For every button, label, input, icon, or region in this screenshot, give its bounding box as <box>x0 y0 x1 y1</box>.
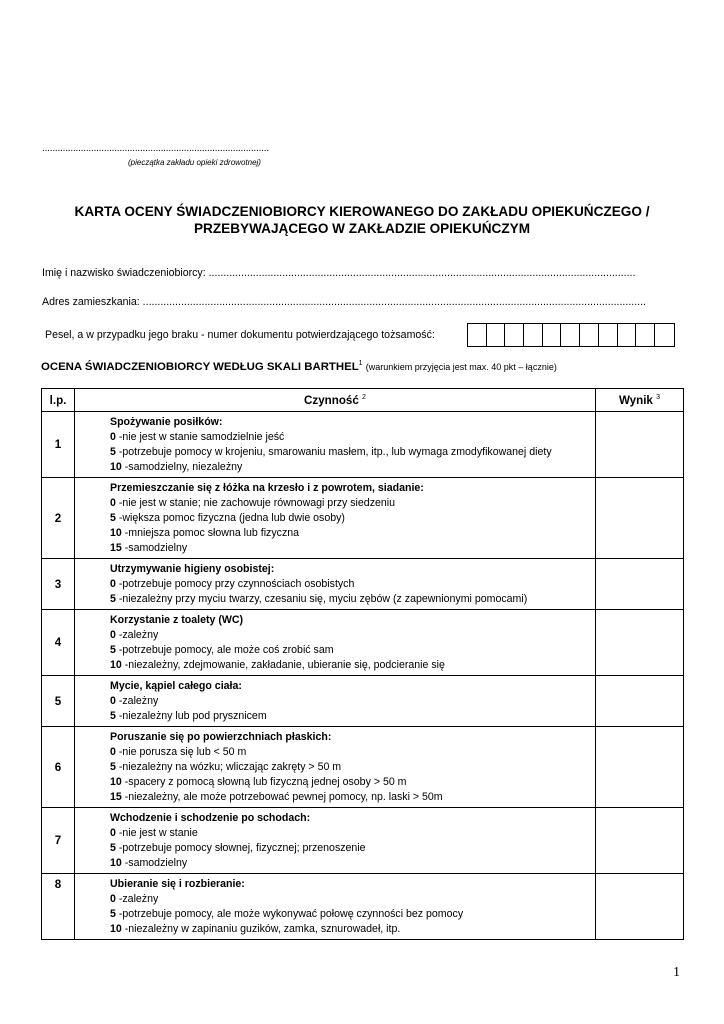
activity-option <box>110 841 591 856</box>
stamp-caption: (pieczątka zakładu opieki zdrowotnej) <box>128 158 261 167</box>
activity-title: Spożywanie posiłków: <box>110 416 223 428</box>
pesel-digit-box[interactable] <box>636 324 655 346</box>
pesel-digit-box[interactable] <box>580 324 599 346</box>
row-number: 4 <box>42 610 75 676</box>
option-text: -potrzebuje pomocy przy czynnościach osobistych <box>115 578 355 590</box>
option-text: -zależny <box>115 893 159 905</box>
activity-option <box>110 496 591 511</box>
option-text: -mniejsza pomoc słowna lub fizyczna <box>121 527 300 539</box>
option-text: -niezależny lub pod prysznicem <box>115 710 267 722</box>
option-text: -niezależny na wózku; wliczając zakręty > 50 m <box>115 761 342 773</box>
activity-title: Korzystanie z toalety (WC) <box>110 614 244 626</box>
option-points: 0 <box>110 578 116 590</box>
activity-option <box>110 445 591 460</box>
option-points: 0 <box>110 431 116 443</box>
activity-cell <box>75 727 596 808</box>
option-text: -niezależny, ale może potrzebować pewnej pomocy, np. laski > 50m <box>121 791 443 803</box>
activity-option <box>110 826 591 841</box>
pesel-digit-box[interactable] <box>468 324 487 346</box>
option-text: -niezależny w zapinaniu guzików, zamka, sznurowadeł, itp. <box>121 923 401 935</box>
barthel-section-heading <box>41 360 557 373</box>
footnote-mark-1: 1 <box>358 360 363 367</box>
pesel-input-boxes[interactable] <box>467 323 675 347</box>
row-number: 8 <box>42 874 75 940</box>
option-text: -potrzebuje pomocy słownej, fizycznej; przenoszenie <box>115 842 366 854</box>
result-cell[interactable] <box>596 676 684 727</box>
activity-cell <box>75 412 596 478</box>
activity-title: Poruszanie się po powierzchniach płaskich: <box>110 731 332 743</box>
option-points: 10 <box>110 659 122 671</box>
option-points: 10 <box>110 857 122 869</box>
option-text: -samodzielny <box>121 542 188 554</box>
table-row <box>42 727 684 808</box>
page-number: 1 <box>673 965 680 980</box>
table-row <box>42 478 684 559</box>
activity-option <box>110 922 591 937</box>
header-lp-text: l.p. <box>49 393 67 407</box>
activity-cell <box>75 559 596 610</box>
option-points: 0 <box>110 746 116 758</box>
row-number: 3 <box>42 559 75 610</box>
header-result <box>596 389 684 412</box>
option-points: 5 <box>110 512 116 524</box>
option-text: -potrzebuje pomocy, ale może coś zrobić sam <box>115 644 334 656</box>
activity-title: Ubieranie się i rozbieranie: <box>110 878 245 890</box>
row-number: 5 <box>42 676 75 727</box>
activity-cell <box>75 610 596 676</box>
option-points: 0 <box>110 497 116 509</box>
activity-option <box>110 775 591 790</box>
row-number: 2 <box>42 478 75 559</box>
activity-option <box>110 526 591 541</box>
barthel-scale-table <box>41 388 684 940</box>
option-points: 10 <box>110 923 122 935</box>
table-header-row <box>42 389 684 412</box>
option-points: 5 <box>110 446 116 458</box>
option-text: -nie jest w stanie samodzielnie jeść <box>115 431 285 443</box>
activity-option <box>110 577 591 592</box>
option-points: 10 <box>110 776 122 788</box>
pesel-label: Pesel, a w przypadku jego braku - numer dokumentu potwierdzającego tożsamość: <box>45 329 435 341</box>
option-points: 0 <box>110 893 116 905</box>
option-points: 0 <box>110 629 116 641</box>
activity-option <box>110 658 591 673</box>
option-text: -niezależny przy myciu twarzy, czesaniu się, myciu zębów (z zapewnionymi pomocami) <box>115 593 528 605</box>
option-text: -większa pomoc fizyczna (jedna lub dwie osoby) <box>115 512 345 524</box>
activity-option <box>110 709 591 724</box>
row-number: 6 <box>42 727 75 808</box>
pesel-digit-box[interactable] <box>524 324 543 346</box>
result-cell[interactable] <box>596 610 684 676</box>
option-points: 5 <box>110 710 116 722</box>
activity-option <box>110 892 591 907</box>
activity-option <box>110 628 591 643</box>
activity-title: Mycie, kąpiel całego ciała: <box>110 680 242 692</box>
option-points: 10 <box>110 527 122 539</box>
option-text: -nie jest w stanie <box>115 827 198 839</box>
activity-option <box>110 694 591 709</box>
document-title-line-1: KARTA OCENY ŚWIADCZENIOBIORCY KIEROWANEGO DO ZAKŁADU OPIEKUŃCZEGO / <box>74 204 650 219</box>
option-points: 10 <box>110 461 122 473</box>
activity-option <box>110 541 591 556</box>
row-number: 7 <box>42 808 75 874</box>
option-text: -samodzielny <box>121 857 188 869</box>
activity-option <box>110 511 591 526</box>
option-points: 5 <box>110 593 116 605</box>
result-cell[interactable] <box>596 808 684 874</box>
document-title <box>30 203 694 237</box>
option-points: 0 <box>110 827 116 839</box>
result-cell[interactable] <box>596 727 684 808</box>
header-activity-text: Czynność <box>304 393 359 407</box>
option-points: 15 <box>110 791 122 803</box>
activity-option <box>110 856 591 871</box>
footnote-mark-3: 3 <box>656 393 661 401</box>
option-text: -zależny <box>115 629 159 641</box>
table-row <box>42 808 684 874</box>
result-cell[interactable] <box>596 874 684 940</box>
activity-option <box>110 592 591 607</box>
result-cell[interactable] <box>596 559 684 610</box>
activity-option <box>110 907 591 922</box>
table-row <box>42 610 684 676</box>
barthel-heading-text: OCENA ŚWIADCZENIOBIORCY WEDŁUG SKALI BARTHEL <box>41 361 359 373</box>
document-title-line-2: PRZEBYWAJĄCEGO W ZAKŁADZIE OPIEKUŃCZYM <box>193 221 531 236</box>
option-text: -niezależny, zdejmowanie, zakładanie, ubieranie się, podcieranie się <box>121 659 445 671</box>
pesel-digit-box[interactable] <box>599 324 618 346</box>
table-row <box>42 559 684 610</box>
activity-title: Wchodzenie i schodzenie po schodach: <box>110 812 311 824</box>
pesel-digit-box[interactable] <box>487 324 506 346</box>
activity-cell <box>75 676 596 727</box>
header-result-text: Wynik <box>618 393 653 407</box>
option-points: 5 <box>110 842 116 854</box>
activity-option <box>110 430 591 445</box>
activity-option <box>110 460 591 475</box>
option-text: -samodzielny, niezależny <box>121 461 243 473</box>
option-points: 5 <box>110 908 116 920</box>
activity-title: Przemieszczanie się z łóżka na krzesło i z powrotem, siadanie: <box>110 482 424 494</box>
header-activity <box>75 389 596 412</box>
option-points: 15 <box>110 542 122 554</box>
pesel-digit-box[interactable] <box>655 324 674 346</box>
patient-name-field[interactable]: Imię i nazwisko świadczeniobiorcy: ................................................................................................................................................. <box>42 267 636 279</box>
table-row <box>42 874 684 940</box>
activity-cell <box>75 478 596 559</box>
option-text: -nie jest w stanie; nie zachowuje równowagi przy siedzeniu <box>115 497 396 509</box>
option-points: 5 <box>110 644 116 656</box>
result-cell[interactable] <box>596 412 684 478</box>
barthel-table-body <box>42 412 684 940</box>
option-text: -nie porusza się lub < 50 m <box>115 746 247 758</box>
activity-title: Utrzymywanie higieny osobistej: <box>110 563 275 575</box>
row-number: 1 <box>42 412 75 478</box>
pesel-digit-box[interactable] <box>561 324 580 346</box>
result-cell[interactable] <box>596 478 684 559</box>
option-text: -potrzebuje pomocy w krojeniu, smarowaniu masłem, itp., lub wymaga zmodyfikowanej diety <box>115 446 552 458</box>
table-row <box>42 676 684 727</box>
pesel-digit-box[interactable] <box>543 324 562 346</box>
barthel-heading-note: (warunkiem przyjęcia jest max. 40 pkt – łącznie) <box>365 362 557 372</box>
activity-cell <box>75 808 596 874</box>
stamp-dotted-line: ........................................................................................ <box>42 143 269 154</box>
option-points: 5 <box>110 761 116 773</box>
pesel-digit-box[interactable] <box>505 324 524 346</box>
address-field[interactable]: Adres zamieszkania: ........................................................................................................................................................................... <box>42 296 646 308</box>
activity-cell <box>75 874 596 940</box>
option-text: -zależny <box>115 695 159 707</box>
activity-option <box>110 745 591 760</box>
pesel-digit-box[interactable] <box>618 324 637 346</box>
footnote-mark-2: 2 <box>362 393 366 401</box>
header-lp <box>42 389 75 412</box>
option-text: -potrzebuje pomocy, ale może wykonywać połowę czynności bez pomocy <box>115 908 464 920</box>
activity-option <box>110 643 591 658</box>
option-text: -spacery z pomocą słowną lub fizyczną jednej osoby > 50 m <box>121 776 407 788</box>
activity-option <box>110 790 591 805</box>
activity-option <box>110 760 591 775</box>
table-row <box>42 412 684 478</box>
option-points: 0 <box>110 695 116 707</box>
